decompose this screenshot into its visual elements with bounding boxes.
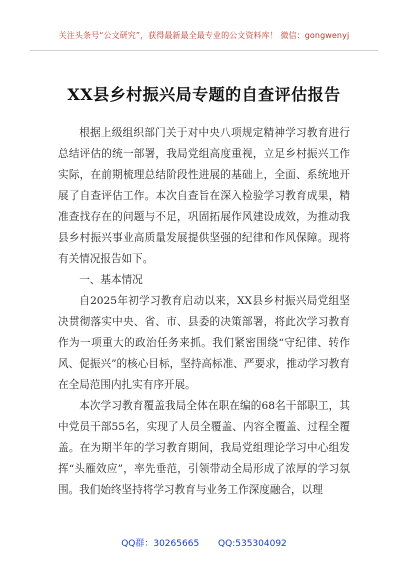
- document-body: [58, 123, 350, 501]
- document-title: XX县乡村振兴局专题的自查评估报告: [67, 85, 341, 104]
- body-paragraph: 本次学习教育覆盖我局全体在职在编的68名干部职工，其中党员干部55名，实现了人员全覆盖、内容全覆盖、过程全覆盖。在为期半年的学习教育期间，我局党组理论学习中心组发挥“头雁效应”，率先垂范，引领带动全局形成了浓厚的学习氛围。我们始终坚持将学习教育与业务工作深度融合，以理: [58, 400, 350, 496]
- intro-paragraph: 根据上级组织部门关于对中央八项规定精神学习教育进行总结评估的统一部署，我局党组高度重视，立足乡村振兴工作实际，在前期梳理总结阶段性进展的基础上，全面、系统地开展了自查评估工作。本次自查旨在深入检验学习教育成果，精准查找存在的问题与不足，巩固拓展作风建设成效，为推动我县乡村振兴事业高质量发展提供坚强的纪律和作风保障。现将有关情况报告如下。: [58, 127, 350, 265]
- body-paragraph: 自2025年初学习教育启动以来，XX县乡村振兴局党组坚决贯彻落实中央、省、市、县委的决策部署，将此次学习教育作为一项重大的政治任务来抓。我们紧密围绕“守纪律、转作风、促振兴”的核心目标，坚持高标准、严要求，推动学习教育在全局范围内扎实有序开展。: [58, 295, 350, 391]
- header-divider: [30, 50, 378, 51]
- qq-group-text: QQ群：30265665: [121, 539, 200, 549]
- header-note: 关注头条号“公文研究”，获得最新最全最专业的公文资料库！ 微信：gongwenyj: [58, 31, 350, 40]
- footer-contact: [0, 536, 408, 549]
- qq-text: QQ:535304092: [218, 539, 287, 549]
- section-heading-basic: 一、基本情况: [79, 274, 143, 286]
